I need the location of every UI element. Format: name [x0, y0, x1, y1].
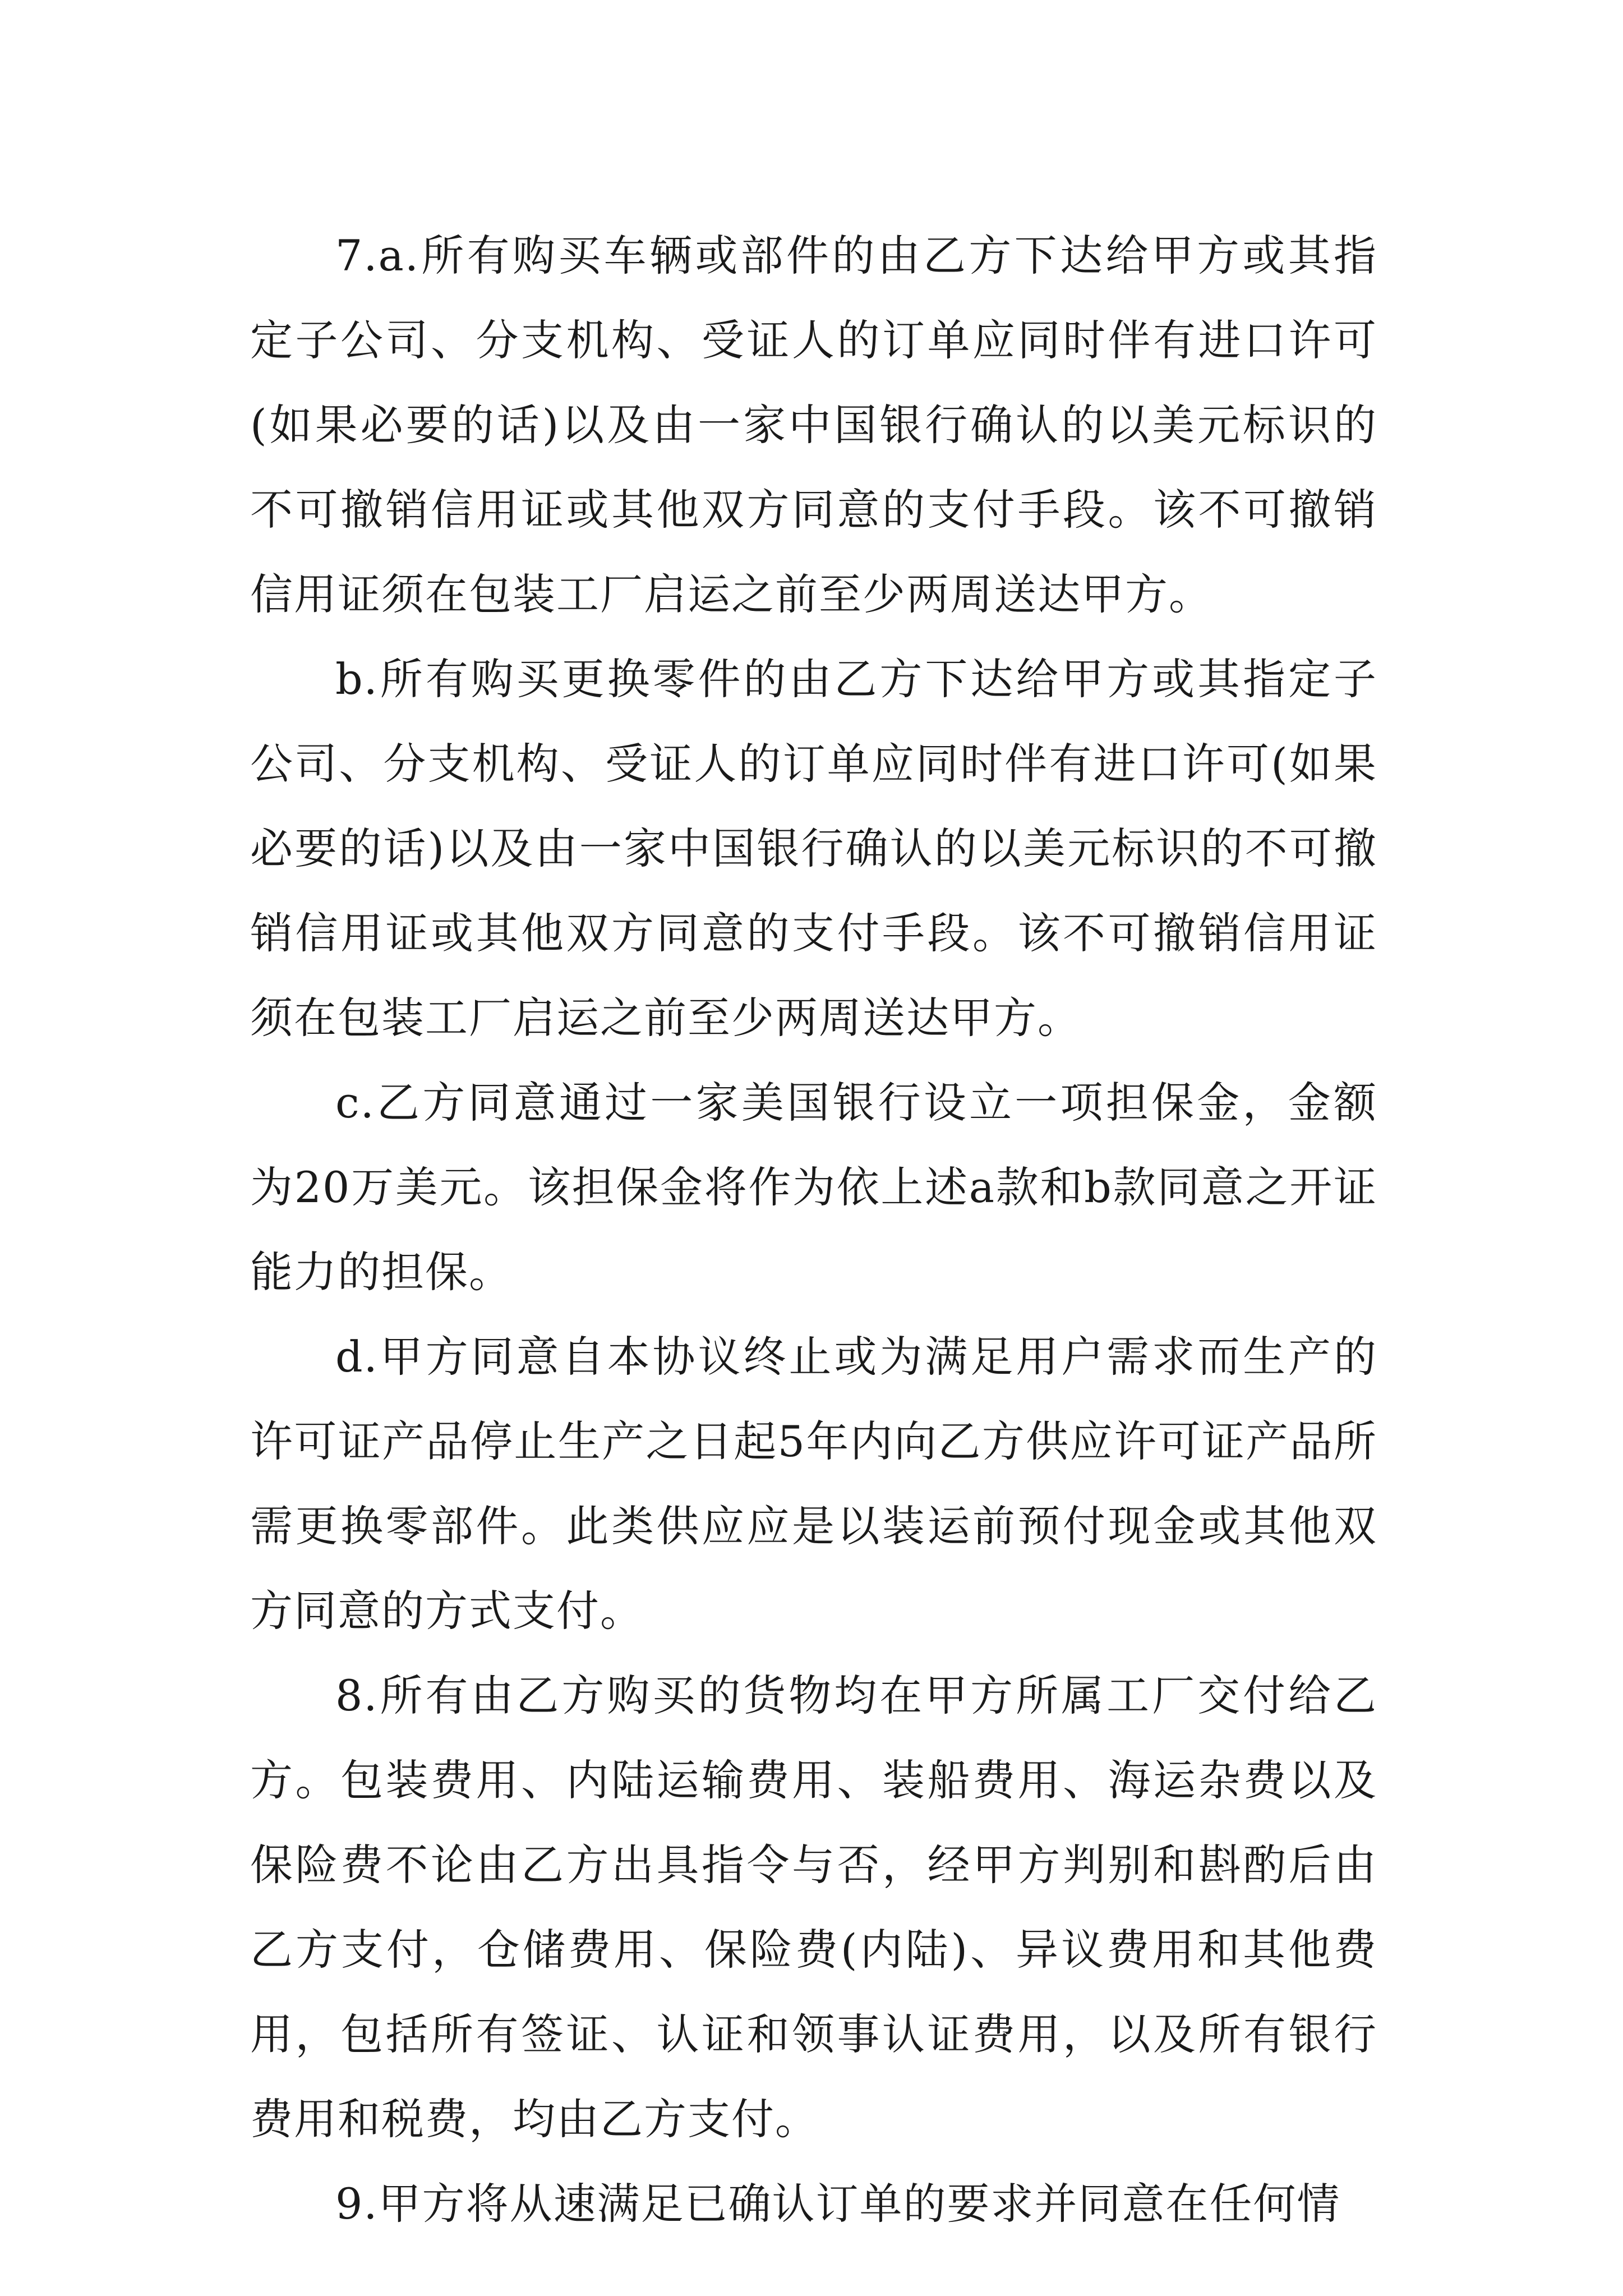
clause-8-paragraph: 8.所有由乙方购买的货物均在甲方所属工厂交付给乙方。包装费用、内陆运输费用、装船费用、海运杂费以及保险费不论由乙方出具指令与否，经甲方判别和斟酌后由乙方支付，仓储费用、保险费(内陆)、异议费用和其他费用，包括所有签证、认证和领事认证费用，以及所有银行费用和税费，均由乙方支付。: [250, 1671, 1377, 2144]
clause-7a-paragraph: 7.a.所有购买车辆或部件的由乙方下达给甲方或其指定子公司、分支机构、受证人的订单应同时伴有进口许可(如果必要的话)以及由一家中国银行确认的以美元标识的不可撤销信用证或其他双方同意的支付手段。该不可撤销信用证须在包装工厂启运之前至少两周送达甲方。: [250, 231, 1377, 619]
clause-7c-paragraph: c.乙方同意通过一家美国银行设立一项担保金，金额为20万美元。该担保金将作为依上述a款和b款同意之开证能力的担保。: [250, 1078, 1377, 1297]
clause-7b-paragraph: b.所有购买更换零件的由乙方下达给甲方或其指定子公司、分支机构、受证人的订单应同时伴有进口许可(如果必要的话)以及由一家中国银行确认的以美元标识的不可撤销信用证或其他双方同意的支付手段。该不可撤销信用证须在包装工厂启运之前至少两周送达甲方。: [250, 654, 1377, 1043]
clause-7d-paragraph: d.甲方同意自本协议终止或为满足用户需求而生产的许可证产品停止生产之日起5年内向乙方供应许可证产品所需更换零部件。此类供应应是以装运前预付现金或其他双方同意的方式支付。: [250, 1332, 1377, 1636]
clause-9-paragraph: 9.甲方将从速满足已确认订单的要求并同意在任何情: [335, 2179, 1341, 2229]
document-body: [250, 213, 1377, 2246]
